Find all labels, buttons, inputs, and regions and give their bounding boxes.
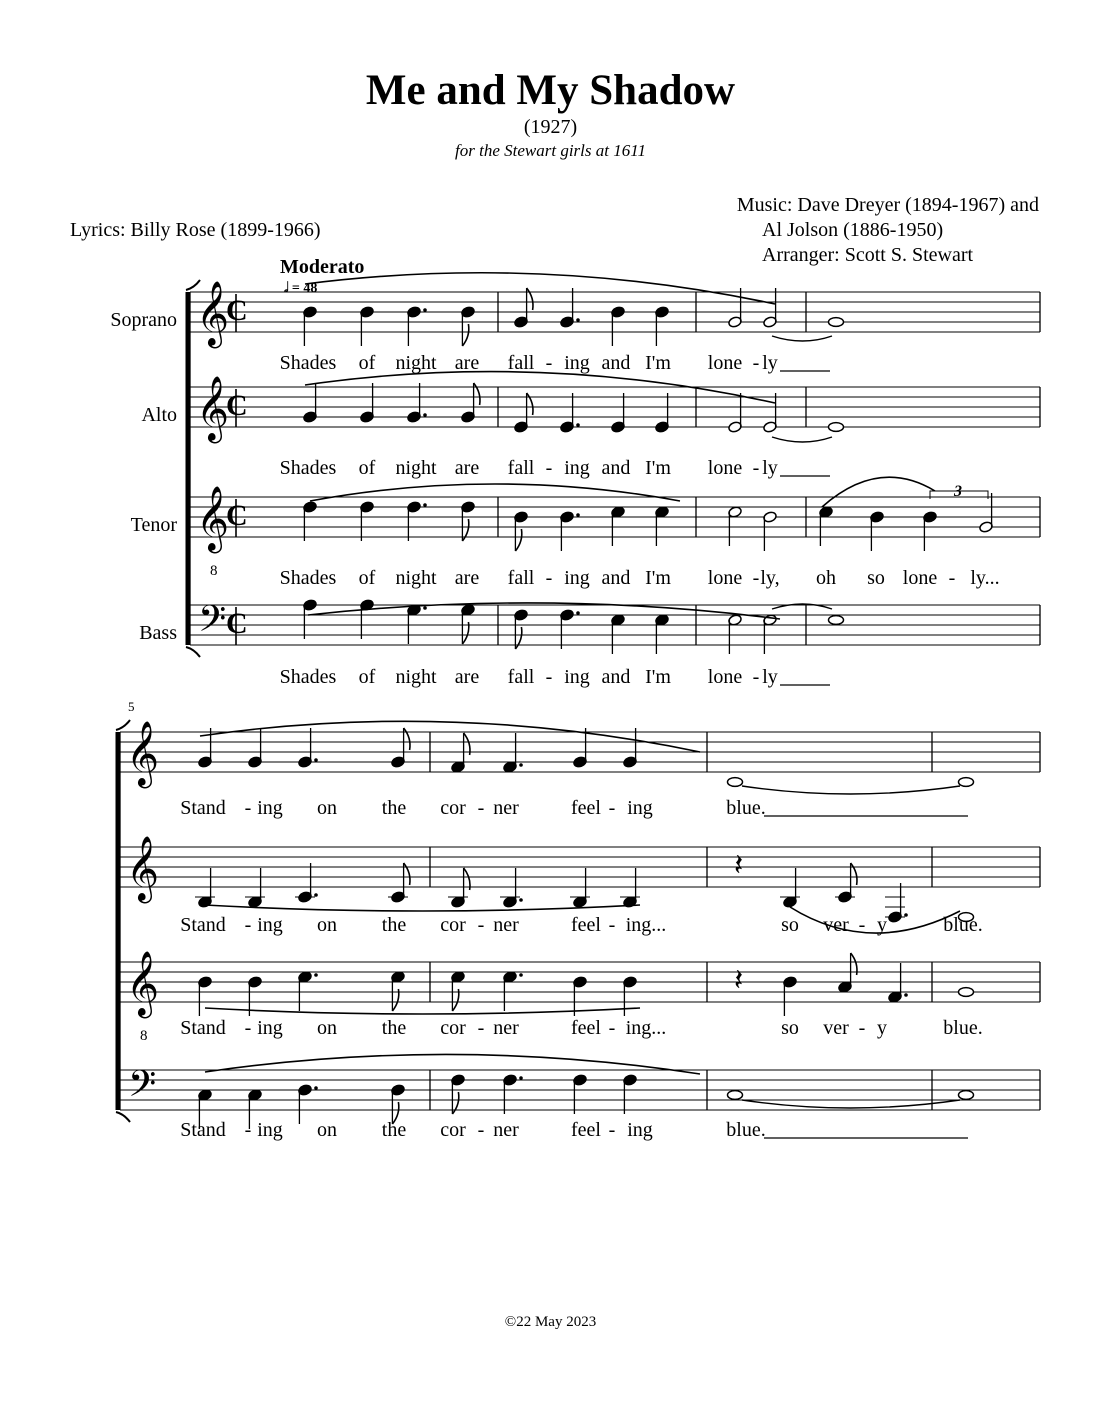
- lyric-syllable: lone: [707, 567, 743, 589]
- note-dot: [576, 423, 580, 427]
- lyric-syllable: on: [317, 914, 337, 936]
- lyric-syllable: of: [358, 457, 376, 479]
- lyric-hyphen: -: [752, 352, 760, 374]
- note-flag: [851, 863, 857, 885]
- quarter-rest-icon: 𝄽: [734, 963, 744, 998]
- note: [888, 963, 908, 1003]
- note: [623, 1074, 638, 1114]
- lyric-syllable: feel: [571, 797, 601, 819]
- lyric-hyphen: -: [477, 1017, 485, 1039]
- lyric-syllable: Stand: [180, 797, 226, 819]
- lyric-syllable: ing: [564, 457, 590, 479]
- lyric-syllable: lone: [707, 457, 743, 479]
- note: [655, 306, 670, 346]
- lyric-syllable: fall: [507, 352, 535, 374]
- lyric-hyphen: -: [244, 1119, 252, 1141]
- note: [570, 868, 590, 908]
- bass-clef-icon: 𝄢: [128, 1063, 157, 1114]
- lyric-hyphen: -: [545, 666, 553, 688]
- note: [780, 868, 800, 908]
- note: [461, 604, 476, 644]
- lyric-syllable: ing: [257, 1017, 283, 1039]
- note-dot: [576, 513, 580, 517]
- treble-clef-icon: 𝄞: [196, 486, 230, 551]
- lyric-syllable: y: [877, 914, 887, 936]
- note: [303, 306, 318, 346]
- note-dot: [519, 898, 523, 902]
- lyric-syllable: ing: [564, 352, 590, 374]
- note: [655, 614, 670, 654]
- note: [611, 306, 626, 346]
- treble-clef-icon: 𝄞: [196, 376, 230, 441]
- note: [655, 506, 670, 546]
- note: [360, 306, 375, 346]
- note-dot: [519, 1076, 523, 1080]
- note-flag: [474, 383, 480, 405]
- slur: [822, 477, 935, 507]
- measure-number: 5: [128, 699, 135, 714]
- lyric-syllable: Shades: [279, 352, 337, 374]
- note: [829, 616, 844, 625]
- slur: [305, 273, 775, 304]
- note: [959, 988, 974, 997]
- notehead: [829, 423, 844, 432]
- lyric-syllable: ing: [564, 666, 590, 688]
- note: [763, 393, 778, 433]
- lyric-hyphen: -: [545, 567, 553, 589]
- cut-time-signature: C: [226, 607, 248, 640]
- note-flag: [462, 519, 468, 541]
- note: [838, 953, 857, 993]
- lyric-syllable: on: [317, 1017, 337, 1039]
- lyric-syllable: of: [358, 567, 376, 589]
- notehead: [829, 616, 844, 625]
- lyric-hyphen: -: [477, 1119, 485, 1141]
- lyric-syllable: blue.: [726, 1119, 766, 1141]
- lyric-syllable: ner: [493, 914, 519, 936]
- notehead: [959, 778, 974, 787]
- note: [500, 868, 523, 908]
- note: [195, 868, 215, 908]
- note: [461, 501, 476, 541]
- instrument-label: Tenor: [130, 514, 177, 536]
- note: [360, 599, 375, 639]
- lyric-syllable: ly,: [760, 567, 780, 589]
- note: [835, 863, 857, 903]
- lyric-hyphen: -: [608, 1017, 616, 1039]
- note: [451, 733, 470, 773]
- lyric-syllable: and: [601, 457, 631, 479]
- lyric-syllable: I'm: [645, 666, 671, 688]
- lyric-syllable: on: [317, 797, 337, 819]
- note: [451, 1074, 466, 1114]
- note-flag: [515, 627, 521, 649]
- piece-year: (1927): [523, 116, 578, 138]
- note: [728, 393, 743, 433]
- note: [298, 971, 318, 1011]
- note: [303, 383, 318, 423]
- lyric-syllable: ly: [762, 666, 778, 688]
- note-flag: [404, 728, 410, 750]
- lyric-syllable: I'm: [645, 457, 671, 479]
- lyric-syllable: ly...: [970, 567, 1000, 589]
- note: [503, 971, 523, 1011]
- note-dot: [576, 611, 580, 615]
- piece-title: Me and My Shadow: [365, 67, 736, 114]
- note: [248, 728, 263, 768]
- lyric-syllable: ing...: [625, 1017, 667, 1039]
- note-dot: [519, 763, 523, 767]
- lyric-syllable: are: [454, 352, 480, 374]
- note: [611, 393, 626, 433]
- slur: [200, 721, 700, 752]
- note: [829, 318, 844, 327]
- note-flag: [404, 863, 410, 885]
- note: [198, 976, 213, 1016]
- note: [573, 1074, 588, 1114]
- dedication: for the Stewart girls at 1611: [455, 141, 646, 160]
- lyric-syllable: cor: [440, 1119, 466, 1141]
- lyric-syllable: Shades: [279, 567, 337, 589]
- lyric-syllable: are: [454, 457, 480, 479]
- notehead: [728, 778, 743, 787]
- octave-marker: 8: [140, 1028, 148, 1044]
- note-dot: [519, 973, 523, 977]
- lyric-syllable: of: [358, 666, 376, 688]
- note-dot: [423, 308, 427, 312]
- note: [819, 506, 834, 546]
- composer-credit-line1: Music: Dave Dreyer (1894-1967) and: [736, 194, 1039, 216]
- lyric-hyphen: -: [244, 1017, 252, 1039]
- arranger-credit: Arranger: Scott S. Stewart: [762, 244, 974, 266]
- note: [303, 599, 318, 639]
- slur: [790, 907, 960, 933]
- note: [763, 511, 778, 551]
- lyric-syllable: feel: [571, 914, 601, 936]
- lyric-syllable: and: [601, 666, 631, 688]
- note: [655, 393, 670, 433]
- note-dot: [423, 413, 427, 417]
- lyric-syllable: the: [381, 1017, 407, 1039]
- lyric-hyphen: -: [477, 797, 485, 819]
- instrument-label: Soprano: [110, 309, 177, 331]
- lyric-syllable: ing: [627, 797, 653, 819]
- lyric-syllable: ing: [257, 1119, 283, 1141]
- note-dot: [423, 503, 427, 507]
- notehead: [959, 988, 974, 997]
- treble-clef-icon: 𝄞: [196, 281, 230, 346]
- lyric-syllable: lone: [707, 666, 743, 688]
- note: [979, 493, 994, 533]
- lyric-syllable: night: [395, 666, 437, 688]
- metronome-mark: 𝅗𝅥 = 48: [284, 281, 318, 296]
- lyric-syllable: ing: [627, 1119, 653, 1141]
- lyric-hyphen: -: [752, 567, 760, 589]
- lyric-syllable: night: [395, 567, 437, 589]
- tie: [742, 1100, 960, 1108]
- instrument-label: Alto: [141, 404, 177, 426]
- note: [623, 728, 638, 768]
- lyric-hyphen: -: [545, 457, 553, 479]
- note: [620, 868, 640, 908]
- instrument-label: Bass: [139, 622, 177, 644]
- lyric-syllable: and: [601, 567, 631, 589]
- lyric-syllable: the: [381, 914, 407, 936]
- cut-time-signature: C: [226, 389, 248, 422]
- tie: [742, 786, 960, 794]
- note: [503, 733, 523, 773]
- treble-clef-icon: 𝄞: [126, 721, 160, 786]
- tie: [772, 437, 832, 442]
- note-dot: [314, 758, 318, 762]
- lyric-syllable: fall: [507, 457, 535, 479]
- lyric-syllable: ing: [564, 567, 590, 589]
- note: [885, 883, 908, 923]
- note: [959, 778, 974, 787]
- notehead: [959, 1091, 974, 1100]
- lyric-syllable: lone: [902, 567, 938, 589]
- lyric-syllable: ing...: [625, 914, 667, 936]
- lyric-syllable: and: [601, 352, 631, 374]
- note: [451, 971, 466, 1011]
- lyric-syllable: Shades: [279, 666, 337, 688]
- notehead: [829, 318, 844, 327]
- lyric-syllable: ly: [762, 352, 778, 374]
- lyric-syllable: ner: [493, 1119, 519, 1141]
- lyric-syllable: feel: [571, 1119, 601, 1141]
- note: [829, 423, 844, 432]
- lyric-syllable: ver: [823, 1017, 849, 1039]
- note-dot: [314, 1086, 318, 1090]
- slur: [205, 1054, 700, 1074]
- lyric-syllable: ing: [257, 914, 283, 936]
- treble-clef-icon: 𝄞: [126, 836, 160, 901]
- note: [391, 1084, 406, 1124]
- note-flag: [452, 1092, 458, 1114]
- lyric-syllable: lone: [707, 352, 743, 374]
- note: [763, 288, 778, 328]
- note: [514, 609, 529, 649]
- note-dot: [314, 973, 318, 977]
- lyric-syllable: fall: [507, 666, 535, 688]
- tie: [772, 336, 832, 341]
- lyric-hyphen: -: [545, 352, 553, 374]
- lyric-hyphen: -: [608, 914, 616, 936]
- lyric-syllable: Stand: [180, 1119, 226, 1141]
- composer-credit-line2: Al Jolson (1886-1950): [762, 219, 944, 241]
- note-dot: [423, 606, 427, 610]
- note: [623, 976, 638, 1016]
- note-flag: [462, 324, 468, 346]
- copyright-notice: ©22 May 2023: [504, 1314, 597, 1330]
- lyric-syllable: feel: [571, 1017, 601, 1039]
- note: [388, 863, 410, 903]
- lyric-syllable: blue.: [943, 914, 983, 936]
- note: [448, 868, 470, 908]
- quarter-rest-icon: 𝄽: [734, 848, 744, 883]
- lyric-hyphen: -: [752, 666, 760, 688]
- bass-clef-icon: 𝄢: [198, 598, 227, 649]
- note: [360, 383, 375, 423]
- note: [783, 976, 798, 1016]
- lyric-syllable: blue.: [943, 1017, 983, 1039]
- lyric-syllable: night: [395, 457, 437, 479]
- lyric-syllable: cor: [440, 914, 466, 936]
- lyric-syllable: blue.: [726, 797, 766, 819]
- note: [728, 778, 743, 787]
- note: [611, 614, 626, 654]
- lyric-syllable: night: [395, 352, 437, 374]
- note: [573, 728, 588, 768]
- lyric-syllable: Shades: [279, 457, 337, 479]
- lyric-syllable: ner: [493, 1017, 519, 1039]
- lyric-hyphen: -: [752, 457, 760, 479]
- note: [728, 1091, 743, 1100]
- note: [763, 614, 778, 654]
- cut-time-signature: C: [226, 294, 248, 327]
- note-flag: [527, 393, 533, 415]
- tempo-marking: Moderato: [280, 256, 365, 278]
- note: [611, 506, 626, 546]
- lyric-syllable: on: [317, 1119, 337, 1141]
- lyric-syllable: Stand: [180, 1017, 226, 1039]
- lyric-hyphen: -: [948, 567, 956, 589]
- note-flag: [515, 529, 521, 551]
- note: [514, 511, 529, 551]
- note: [728, 288, 743, 328]
- lyric-syllable: cor: [440, 1017, 466, 1039]
- tuplet-number: 3: [954, 483, 962, 500]
- lyric-syllable: so: [867, 567, 885, 589]
- lyric-hyphen: -: [244, 797, 252, 819]
- lyric-hyphen: -: [858, 914, 866, 936]
- lyric-syllable: ing: [257, 797, 283, 819]
- lyric-hyphen: -: [608, 1119, 616, 1141]
- slur: [310, 484, 680, 501]
- note: [303, 501, 318, 541]
- lyric-hyphen: -: [608, 797, 616, 819]
- note: [728, 614, 743, 654]
- lyric-syllable: are: [454, 666, 480, 688]
- note-dot: [314, 893, 318, 897]
- note: [245, 868, 265, 908]
- note: [728, 506, 743, 546]
- lyric-syllable: I'm: [645, 352, 671, 374]
- note: [959, 1091, 974, 1100]
- notehead: [728, 1091, 743, 1100]
- lyric-syllable: ver: [823, 914, 849, 936]
- note: [295, 863, 318, 903]
- note: [391, 971, 406, 1011]
- note: [461, 306, 476, 346]
- lyric-syllable: of: [358, 352, 376, 374]
- lyric-hyphen: -: [244, 914, 252, 936]
- lyric-syllable: I'm: [645, 567, 671, 589]
- note-dot: [576, 318, 580, 322]
- lyric-syllable: the: [381, 1119, 407, 1141]
- lyric-syllable: oh: [816, 567, 836, 589]
- lyric-syllable: so: [781, 914, 799, 936]
- lyricist-credit: Lyrics: Billy Rose (1899-1966): [70, 219, 321, 241]
- lyric-syllable: fall: [507, 567, 535, 589]
- note-dot: [904, 913, 908, 917]
- lyric-syllable: the: [381, 797, 407, 819]
- lyric-hyphen: -: [477, 914, 485, 936]
- lyric-syllable: Stand: [180, 914, 226, 936]
- octave-marker: 8: [210, 563, 218, 579]
- cut-time-signature: C: [226, 499, 248, 532]
- note: [870, 511, 885, 551]
- lyric-syllable: so: [781, 1017, 799, 1039]
- treble-clef-icon: 𝄞: [126, 951, 160, 1016]
- note-flag: [527, 288, 533, 310]
- lyric-syllable: are: [454, 567, 480, 589]
- note: [360, 501, 375, 541]
- note-dot: [904, 993, 908, 997]
- lyric-syllable: ly: [762, 457, 778, 479]
- note: [923, 511, 938, 551]
- lyric-syllable: cor: [440, 797, 466, 819]
- note: [407, 604, 427, 644]
- lyric-hyphen: -: [858, 1017, 866, 1039]
- lyric-syllable: ner: [493, 797, 519, 819]
- lyric-syllable: y: [877, 1017, 887, 1039]
